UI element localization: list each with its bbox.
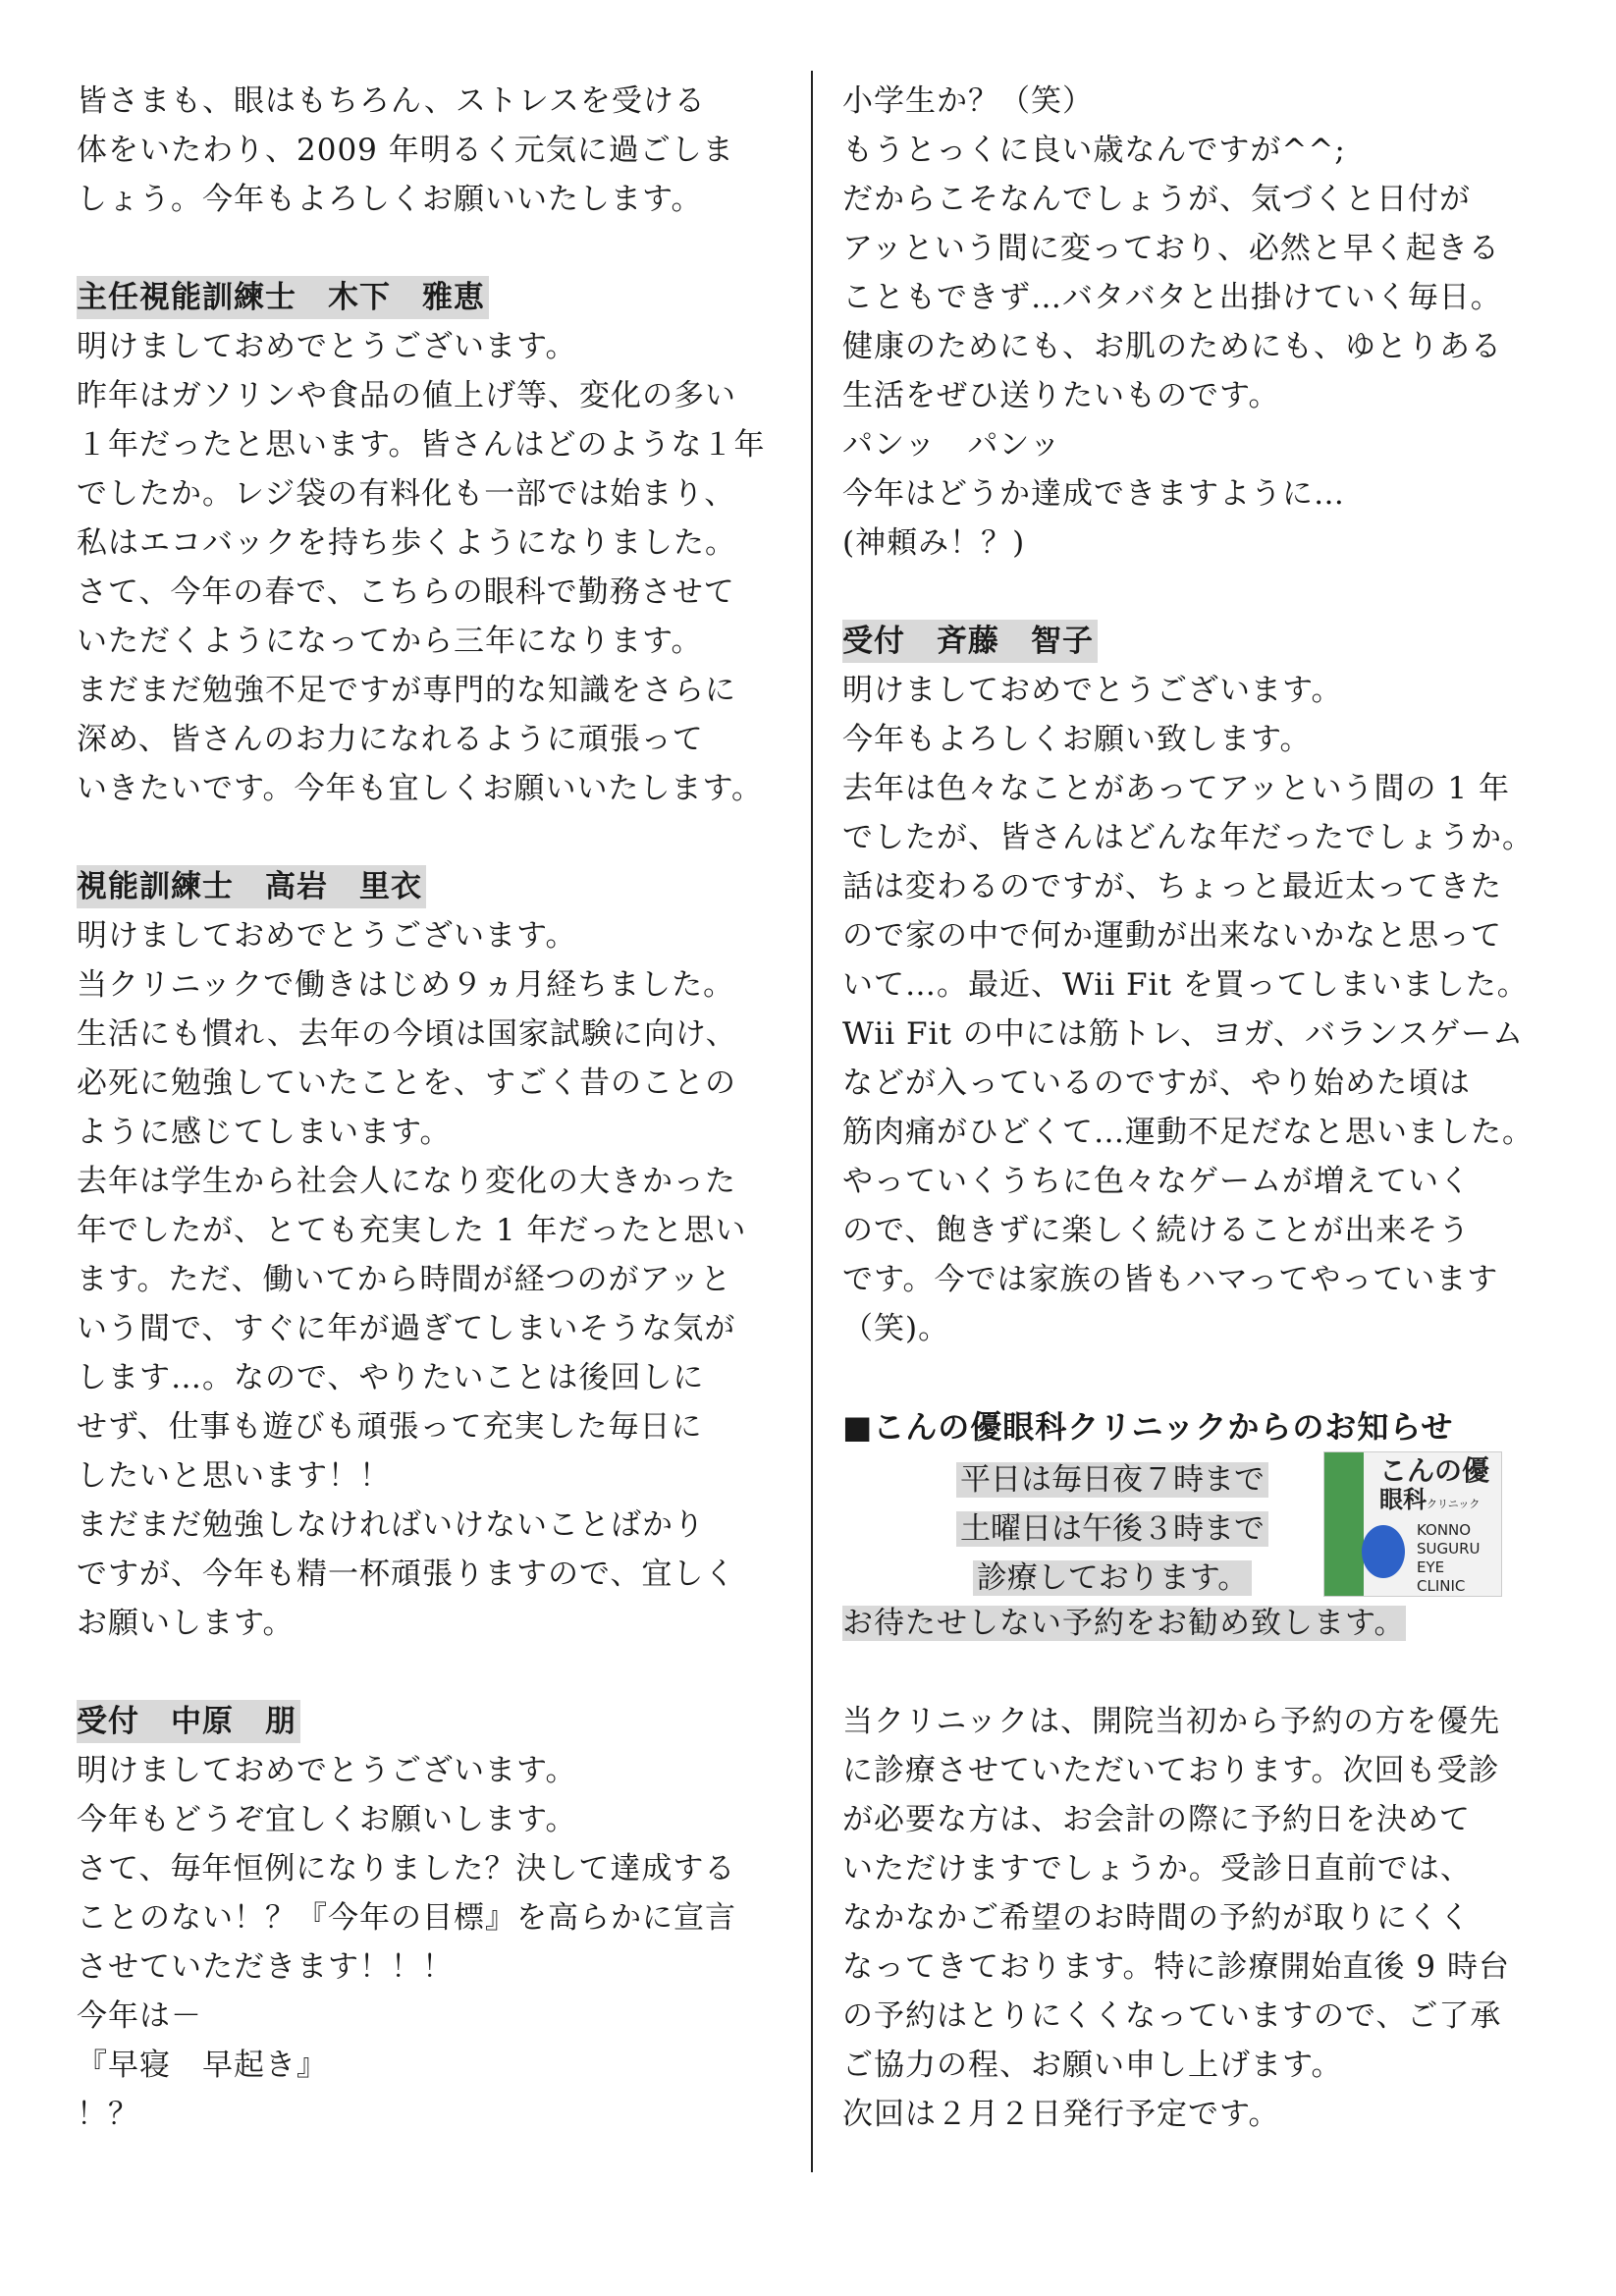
text-line: が必要な方は、お会計の際に予約日を決めて: [842, 1802, 1471, 1837]
staff-message-kinoshita: [77, 273, 783, 813]
text-line: ご協力の程、お願い申し上げます。: [842, 2048, 1343, 2083]
text-line: なってきております。特に診療開始直後 9 時台: [842, 1949, 1510, 1985]
text-line: ます。ただ、働いてから時間が経つのがアッと: [77, 1262, 732, 1297]
logo-subname: [1379, 1486, 1480, 1518]
logo-green-bar: [1324, 1452, 1364, 1596]
staff-heading: 視能訓練士 高岩 里衣: [77, 865, 426, 908]
text-line: いて…。最近、Wii Fit を買ってしまいました。: [842, 967, 1529, 1003]
text-line: こともできず…バタバタと出掛けていく毎日。: [842, 280, 1502, 315]
text-line: お願いします。: [77, 1606, 295, 1641]
text-line: ！？: [77, 2097, 139, 2132]
text-line: です。今では家族の皆もハマってやっています: [842, 1262, 1499, 1297]
staff-message-nakahara: [77, 1697, 783, 2139]
reservation-recommendation: [842, 1599, 1549, 1648]
text-line: なかなかご希望のお時間の予約が取りにくく: [842, 1900, 1471, 1936]
text-line: などが入っているのですが、やり始めた頃は: [842, 1066, 1471, 1101]
text-line: 明けましておめでとうございます。: [77, 918, 577, 954]
text-line: 皆さまも、眼はもちろん、ストレスを受ける: [77, 83, 706, 119]
text-line: 明けましておめでとうございます。: [77, 1753, 577, 1788]
left-intro: [77, 77, 783, 224]
text-line: (神頼み！？): [842, 525, 1026, 561]
text-line: 明けましておめでとうございます。: [842, 673, 1343, 708]
text-line: もうとっくに良い歳なんですが^^;: [842, 133, 1346, 168]
text-line: 深め、皆さんのお力になれるように頑張って: [77, 722, 704, 757]
text-line: 今年もどうぞ宜しくお願いします。: [77, 1802, 577, 1837]
text-line: さて、今年の春で、こちらの眼科で勤務させて: [77, 574, 735, 610]
text-line: 小学生か？（笑）: [842, 83, 1094, 119]
text-line: ので家の中で何か運動が出来ないかなと思って: [842, 918, 1502, 954]
column-divider: [811, 71, 813, 2172]
text-line: いきたいです。今年も宜しくお願いいたします。: [77, 771, 764, 806]
text-line: 筋肉痛がひどくて…運動不足だなと思いました。: [842, 1115, 1534, 1150]
text-line: 『早寝 早起き』: [77, 2048, 328, 2083]
text-line: したいと思います！！: [77, 1458, 391, 1494]
logo-name: こんの優: [1379, 1454, 1490, 1487]
text-line: に診療させていただいております。次回も受診: [842, 1753, 1500, 1788]
text-line: １年だったと思います。皆さんはどのような１年: [77, 427, 766, 463]
staff-heading: 主任視能訓練士 木下 雅恵: [77, 276, 489, 319]
right-intro: [842, 77, 1549, 568]
text-line: ように感じてしまいます。: [77, 1115, 452, 1150]
text-line: 今年もよろしくお願い致します。: [842, 722, 1312, 757]
text-line: 昨年はガソリンや食品の値上げ等、変化の多い: [77, 378, 736, 413]
hours-line: 土曜日は午後３時まで: [956, 1511, 1268, 1547]
text-line: ので、飽きずに楽しく続けることが出来そう: [842, 1213, 1471, 1248]
text-line: 健康のためにも、お肌のためにも、ゆとりある: [842, 329, 1502, 364]
hours-and-logo: [842, 1451, 1549, 1599]
text-line: やっていくうちに色々なゲームが増えていく: [842, 1164, 1471, 1199]
clinic-hours: [901, 1455, 1323, 1603]
text-line: 今年は－: [77, 1998, 202, 2034]
text-line: まだまだ勉強しなければいけないことばかり: [77, 1507, 705, 1543]
logo-blue-circle: [1362, 1525, 1405, 1578]
text-line: 去年は色々なことがあってアッという間の 1 年: [842, 771, 1510, 806]
text-line: 生活にも慣れ、去年の今頃は国家試験に向け、: [77, 1016, 737, 1052]
text-line: いただけますでしょうか。受診日直前では、: [842, 1851, 1472, 1886]
staff-message-saito: [842, 617, 1549, 1353]
text-line: （笑)。: [842, 1311, 950, 1346]
notice-title: ■こんの優眼科クリニックからのお知らせ: [842, 1408, 1454, 1446]
text-line: 当クリニックで働きはじめ９ヵ月経ちました。: [77, 967, 735, 1003]
text-line: 次回は２月２日発行予定です。: [842, 2097, 1280, 2132]
text-line: アッという間に変っており、必然と早く起きる: [842, 231, 1500, 266]
hours-line: 診療しております。: [973, 1560, 1253, 1596]
text-line: します…。なので、やりたいことは後回しに: [77, 1360, 705, 1395]
left-column: [77, 77, 783, 2139]
text-line: でしたか。レジ袋の有料化も一部では始まり、: [77, 476, 736, 512]
text-line: いう間で、すぐに年が過ぎてしまいそうな気が: [77, 1311, 736, 1346]
clinic-logo: [1323, 1451, 1502, 1597]
recommend-text: お待たせしない予約をお勧め致します。: [842, 1606, 1406, 1641]
text-line: させていただきます！！！: [77, 1949, 454, 1985]
text-line: パンッ パンッ: [842, 427, 1061, 463]
text-line: だからこそなんでしょうが、気づくと日付が: [842, 182, 1471, 217]
staff-heading: 受付 斉藤 智子: [842, 620, 1098, 663]
clinic-notice: [842, 1402, 1549, 2139]
text-line: 今年はどうか達成できますように…: [842, 476, 1345, 512]
text-line: ことのない！？『今年の目標』を高らかに宣言: [77, 1900, 736, 1936]
text-line: せず、仕事も遊びも頑張って充実した毎日に: [77, 1409, 703, 1445]
text-line: いただくようになってから三年になります。: [77, 624, 703, 659]
text-line: Wii Fit の中には筋トレ、ヨガ、バランスゲーム: [842, 1016, 1525, 1052]
text-line: 明けましておめでとうございます。: [77, 329, 577, 364]
staff-heading: 受付 中原 朋: [77, 1700, 300, 1743]
logo-subname-small: クリニック: [1427, 1498, 1481, 1510]
right-column: [842, 77, 1549, 2139]
staff-message-takaiwa: [77, 862, 783, 1648]
text-line: 生活をぜひ送りたいものです。: [842, 378, 1280, 413]
text-line: しょう。今年もよろしくお願いいたします。: [77, 182, 703, 217]
hours-line: 平日は毎日夜７時まで: [956, 1462, 1268, 1498]
text-line: ですが、今年も精一杯頑張りますので、宜しく: [77, 1557, 736, 1592]
logo-english: KONNO SUGURU EYE CLINIC: [1417, 1521, 1481, 1595]
text-line: 年でしたが、とても充実した 1 年だったと思い: [77, 1213, 747, 1248]
text-line: 当クリニックは、開院当初から予約の方を優先: [842, 1704, 1501, 1739]
text-line: 必死に勉強していたことを、すごく昔のことの: [77, 1066, 736, 1101]
text-line: の予約はとりにくくなっていますので、ご了承: [842, 1998, 1502, 2034]
text-line: でしたが、皆さんはどんな年だったでしょうか。: [842, 820, 1534, 855]
text-line: 体をいたわり、2009 年明るく元気に過ごしま: [77, 133, 734, 168]
text-line: さて、毎年恒例になりました？決して達成する: [77, 1851, 736, 1886]
text-line: 去年は学生から社会人になり変化の大きかった: [77, 1164, 736, 1199]
text-line: 私はエコバックを持ち歩くようになりました。: [77, 525, 736, 561]
text-line: まだまだ勉強不足ですが専門的な知識をさらに: [77, 673, 736, 708]
logo-subname-main: 眼科: [1379, 1486, 1427, 1513]
text-line: 話は変わるのですが、ちょっと最近太ってきた: [842, 869, 1502, 904]
